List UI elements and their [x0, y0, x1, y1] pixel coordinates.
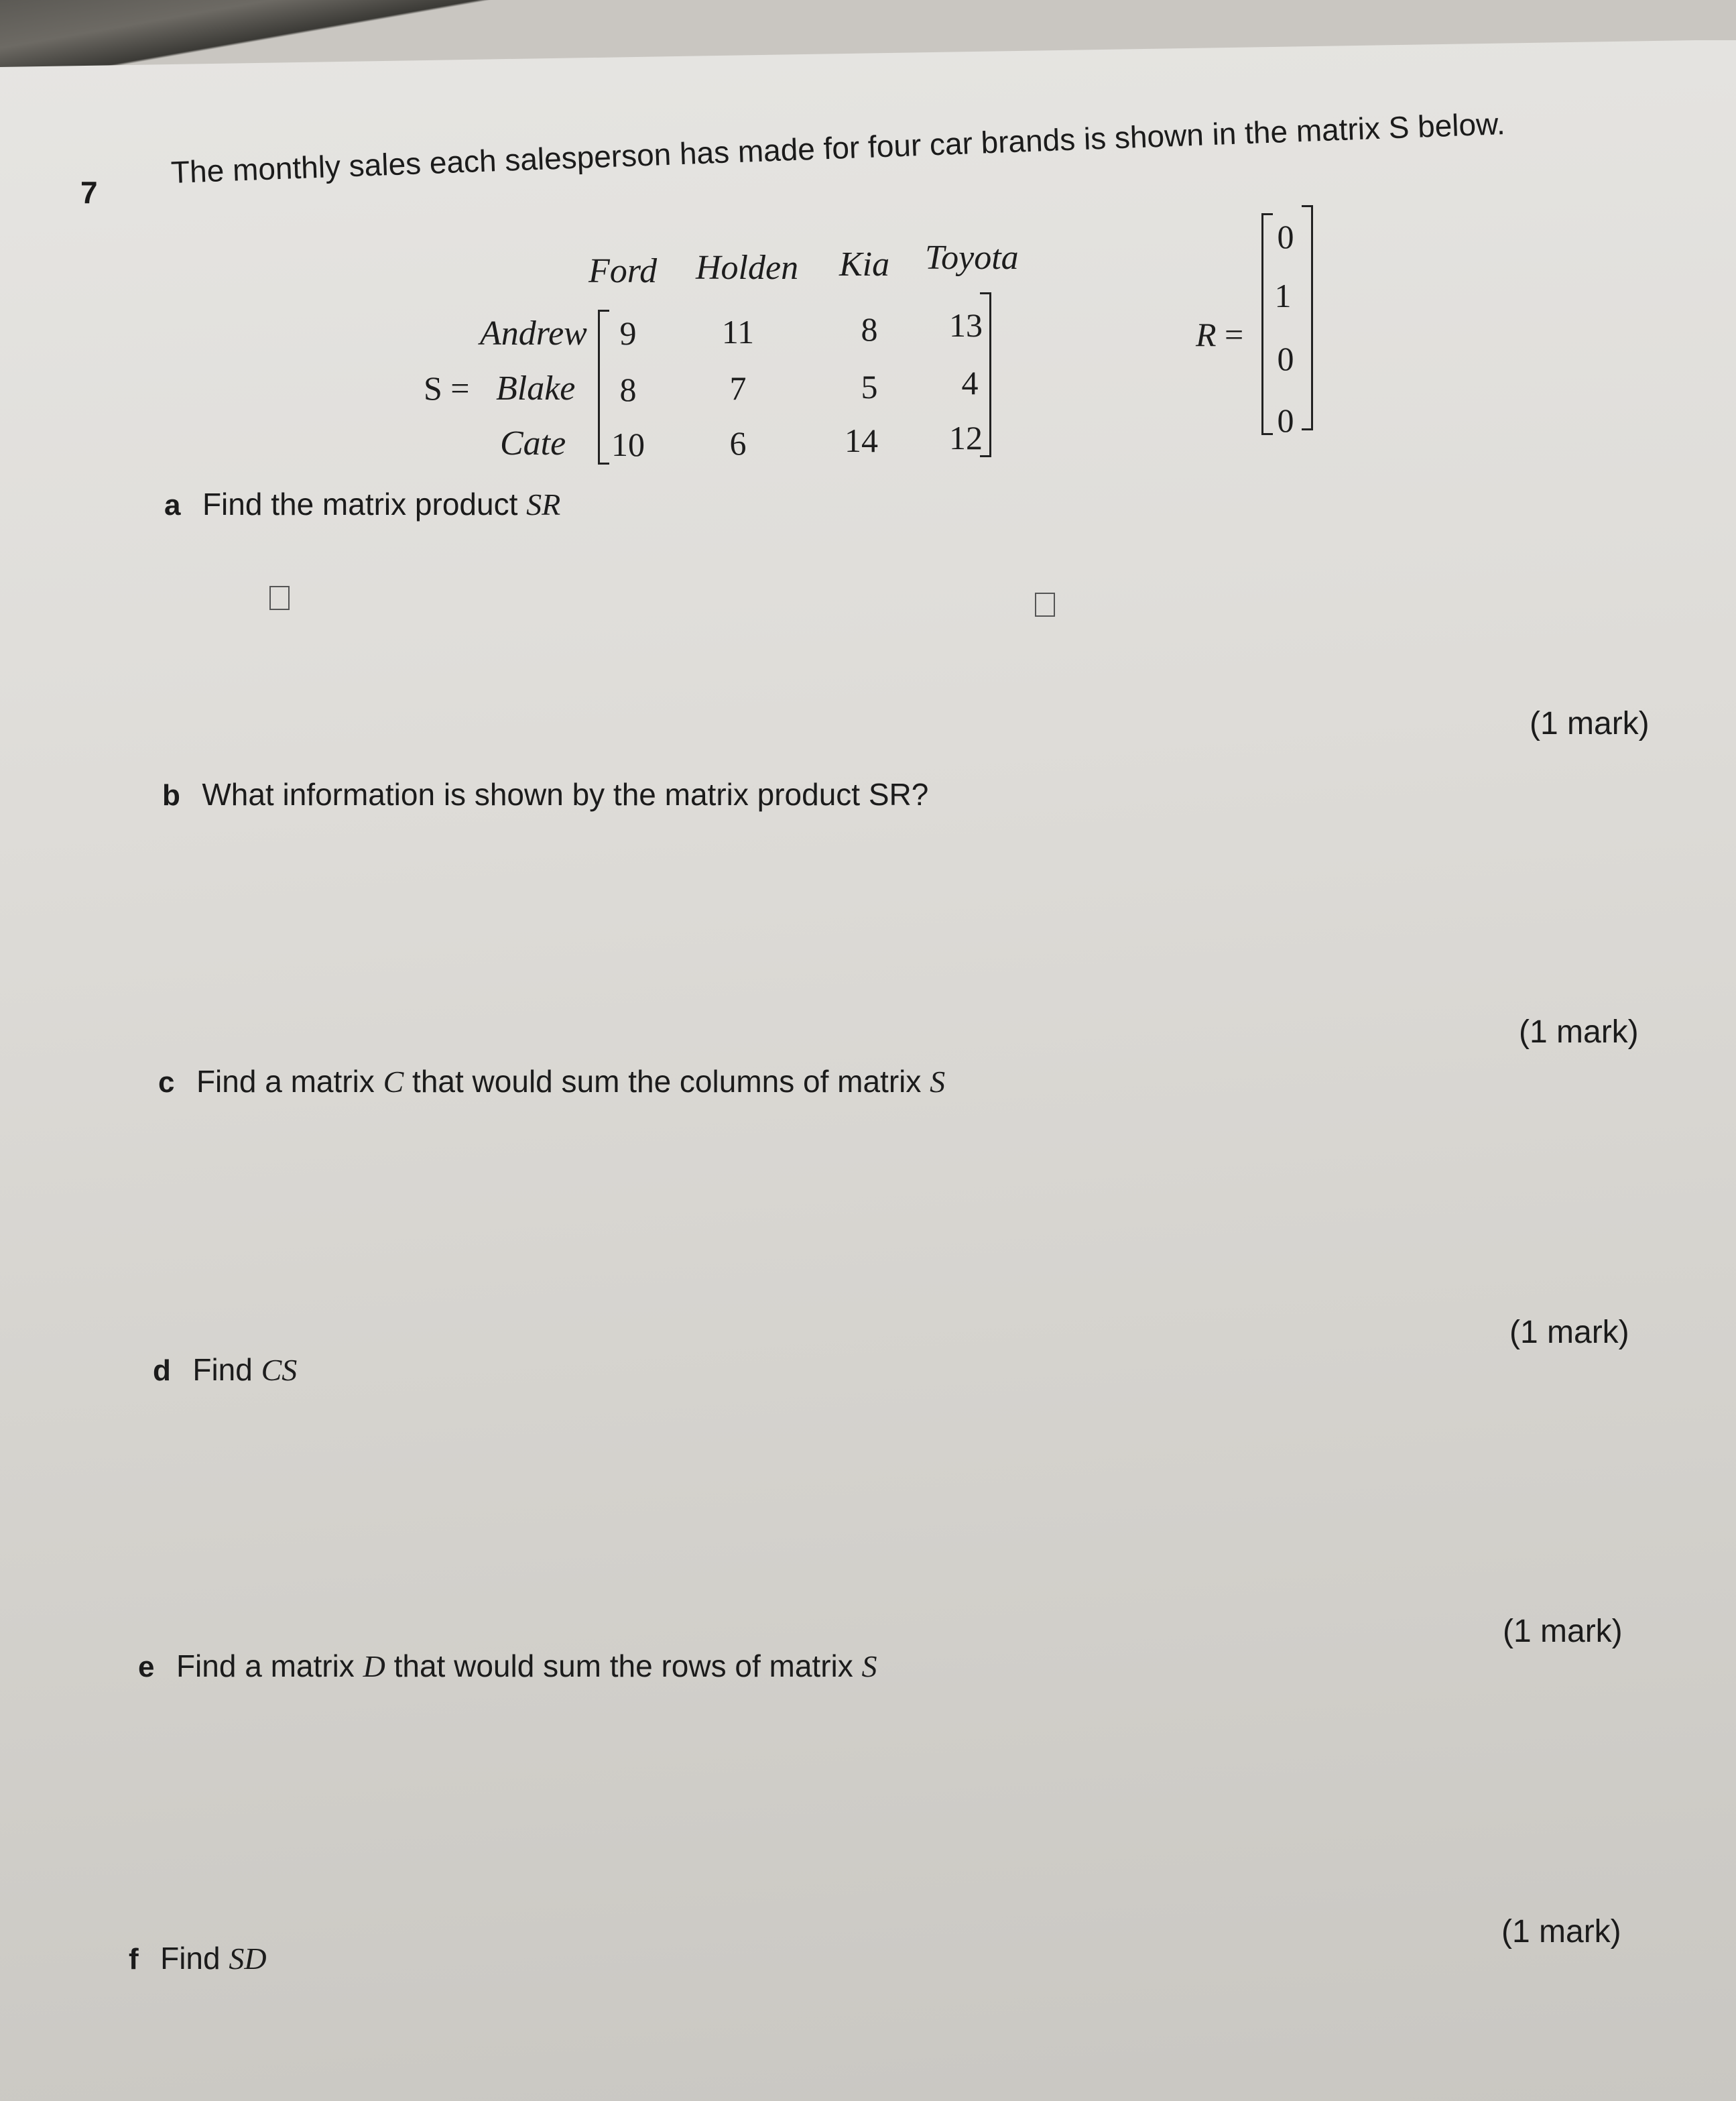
part-c [158, 1063, 945, 1099]
part-c-mark: (1 mark) [1509, 1315, 1629, 1350]
part-a [164, 486, 560, 522]
part-f-math: SD [229, 1941, 267, 1976]
row-label-blake: Blake [496, 369, 576, 408]
cell-andrew-holden: 11 [721, 313, 755, 351]
part-f [129, 1940, 267, 1976]
part-a-math: SR [526, 487, 561, 522]
row-label-andrew: Andrew [480, 314, 587, 353]
cell-blake-ford: 8 [619, 371, 637, 408]
part-e-text-2: that would sum the rows of matrix [385, 1648, 862, 1683]
part-f-text: Find [160, 1941, 229, 1976]
cell-andrew-toyota: 13 [949, 306, 983, 344]
cell-andrew-ford: 9 [619, 314, 637, 352]
row-label-cate: Cate [500, 424, 566, 463]
part-c-text: Find a matrix [196, 1064, 383, 1099]
matrix-s-label: S = [424, 369, 470, 407]
part-b-text: What information is shown by the matrix product SR? [202, 777, 929, 812]
part-d [153, 1352, 297, 1388]
cell-blake-holden: 7 [729, 369, 747, 407]
part-a-text: Find the matrix product [202, 487, 527, 522]
part-e-letter: e [138, 1650, 155, 1683]
part-e-math-2: S [861, 1649, 877, 1683]
cell-blake-toyota: 4 [961, 364, 979, 402]
question-intro: The monthly sales each salesperson has made for four car brands is shown in the matrix S below. [170, 106, 1506, 190]
answer-placeholder-box [1035, 593, 1055, 617]
col-header-holden: Holden [696, 249, 799, 287]
part-b [162, 776, 928, 813]
part-c-math: C [383, 1065, 404, 1099]
col-header-toyota: Toyota [925, 239, 1019, 277]
part-d-mark: (1 mark) [1503, 1614, 1623, 1649]
cell-cate-ford: 10 [611, 426, 645, 463]
cell-blake-kia: 5 [861, 368, 878, 406]
part-b-letter: b [162, 779, 180, 812]
part-d-text: Find [192, 1352, 261, 1387]
cell-cate-kia: 14 [845, 422, 878, 459]
matrix-r-cell-3: 0 [1277, 340, 1294, 377]
col-header-ford: Ford [588, 252, 658, 290]
answer-placeholder-box [269, 586, 290, 610]
matrix-r-cell-2: 1 [1274, 277, 1292, 314]
part-f-letter: f [129, 1943, 139, 1976]
part-c-letter: c [158, 1066, 175, 1099]
part-e-mark: (1 mark) [1501, 1914, 1621, 1949]
question-number: 7 [80, 175, 98, 210]
part-e-text: Find a matrix [176, 1648, 363, 1683]
part-c-math-2: S [930, 1065, 946, 1099]
part-e-math: D [363, 1649, 385, 1683]
part-d-letter: d [153, 1354, 171, 1387]
part-a-letter: a [164, 489, 181, 522]
part-d-math: CS [261, 1353, 298, 1387]
matrix-r-cell-4: 0 [1277, 402, 1294, 439]
col-header-kia: Kia [839, 245, 890, 284]
part-e [138, 1648, 877, 1684]
cell-cate-holden: 6 [729, 424, 747, 462]
matrix-r-cell-1: 0 [1277, 218, 1294, 255]
cell-cate-toyota: 12 [949, 419, 983, 457]
part-c-text-2: that would sum the columns of matrix [404, 1064, 930, 1099]
cell-andrew-kia: 8 [861, 310, 878, 348]
part-b-mark: (1 mark) [1519, 1014, 1639, 1050]
part-a-mark: (1 mark) [1530, 706, 1650, 741]
matrix-r-label: R = [1196, 316, 1244, 353]
